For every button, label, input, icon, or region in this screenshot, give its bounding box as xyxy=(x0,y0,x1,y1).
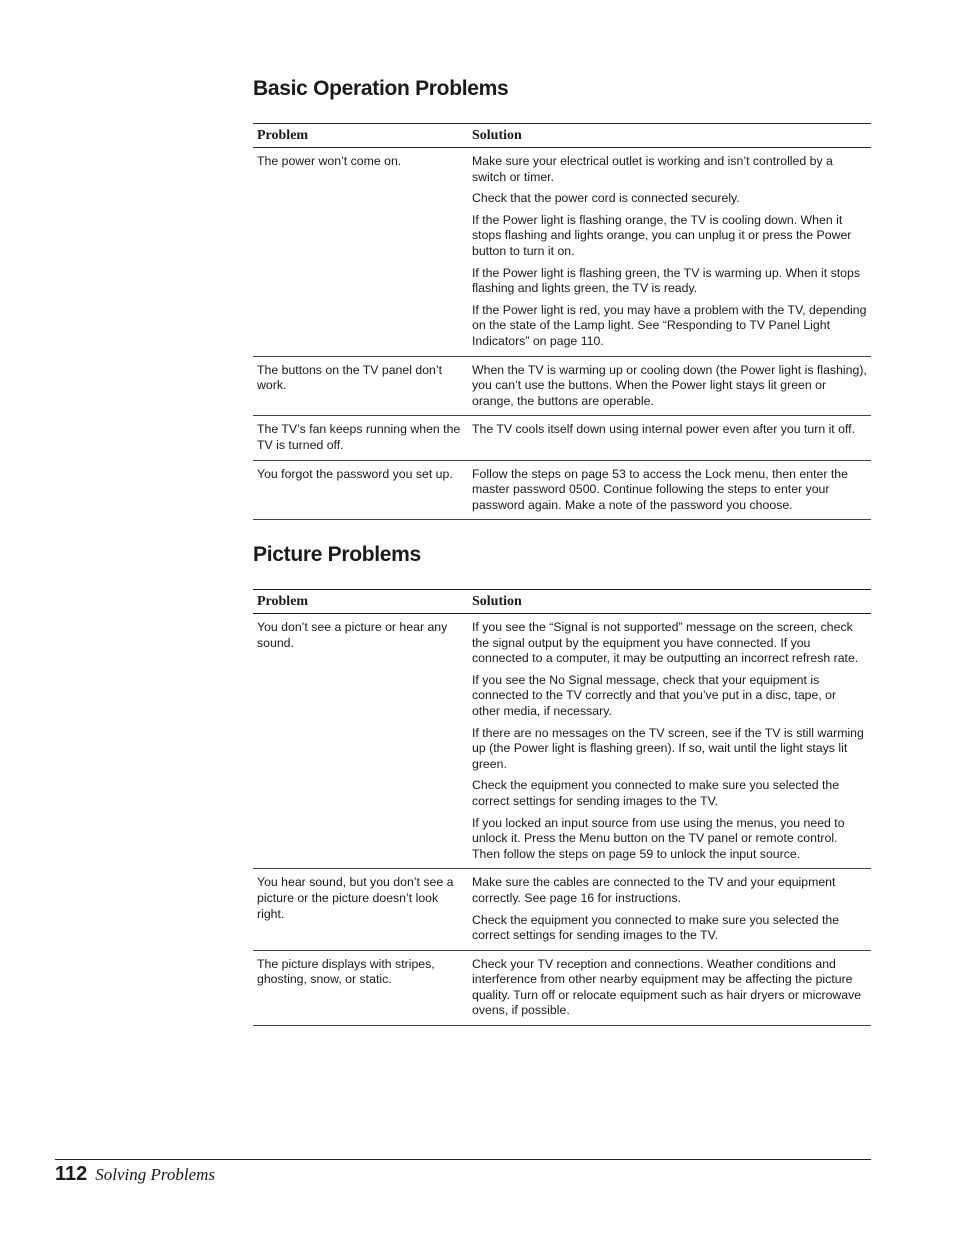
table-header-row xyxy=(253,590,871,614)
problem-cell: The buttons on the TV panel don’t work. xyxy=(253,356,468,416)
column-header-solution: Solution xyxy=(468,124,871,148)
table-row xyxy=(253,460,871,520)
footer-divider xyxy=(55,1159,871,1160)
solution-cell xyxy=(468,148,871,357)
problem-cell: You don’t see a picture or hear any sound. xyxy=(253,614,468,869)
solution-paragraph: Check the equipment you connected to make sure you selected the correct settings for sending images to the TV. xyxy=(472,778,840,808)
solution-cell xyxy=(468,950,871,1025)
problem-cell: You forgot the password you set up. xyxy=(253,460,468,520)
table-row xyxy=(253,869,871,950)
problem-cell: The picture displays with stripes, ghosting, snow, or static. xyxy=(253,950,468,1025)
column-header-problem: Problem xyxy=(253,590,468,614)
problem-cell: The TV’s fan keeps running when the TV is turned off. xyxy=(253,416,468,460)
solution-paragraph: If you locked an input source from use using the menus, you need to unlock it. Press the Menu button on the TV panel or remote control. Then follow the steps on page 59 to unlock the input source. xyxy=(472,815,845,861)
solution-cell xyxy=(468,614,871,869)
solution-paragraph: If the Power light is red, you may have a problem with the TV, depending on the state of the Lamp light. See “Responding to TV Panel Light Indicators” on page 110. xyxy=(472,302,867,348)
solution-cell xyxy=(468,356,871,416)
table-row xyxy=(253,356,871,416)
table-row xyxy=(253,148,871,357)
solution-paragraph: If the Power light is flashing orange, the TV is cooling down. When it stops flashing and lights orange, you can unplug it or press the Power button to turn it on. xyxy=(472,212,852,258)
column-header-problem: Problem xyxy=(253,124,468,148)
table-row xyxy=(253,950,871,1025)
page-footer xyxy=(55,1163,215,1186)
solution-paragraph: Make sure your electrical outlet is working and isn’t controlled by a switch or timer. xyxy=(472,154,833,184)
solution-paragraph: If the Power light is flashing green, the TV is warming up. When it stops flashing and lights green, the TV is ready. xyxy=(472,265,860,296)
problems-table xyxy=(253,589,871,1026)
solution-paragraph: When the TV is warming up or cooling down (the Power light is flashing), you can’t use the buttons. When the Power light stays lit green or orange, the buttons are operable. xyxy=(472,362,867,408)
solution-paragraph: Follow the steps on page 53 to access the Lock menu, then enter the master password 0500. Continue following the steps to enter your password again. Make a note of the password you choose. xyxy=(472,466,848,512)
section-picture-problems xyxy=(253,543,871,1026)
solution-paragraph: Make sure the cables are connected to the TV and your equipment correctly. See page 16 for instructions. xyxy=(472,875,836,905)
solution-paragraph: If you see the “Signal is not supported” message on the screen, check the signal output by the equipment you have connected. If you connected to a computer, it may be outputting an incorrect refresh rate. xyxy=(472,620,859,666)
table-row xyxy=(253,614,871,869)
table-header-row xyxy=(253,124,871,148)
section-title: Basic Operation Problems xyxy=(253,77,509,100)
solution-cell xyxy=(468,416,871,460)
solution-paragraph: If there are no messages on the TV screen, see if the TV is still warming up (the Power light is flashing green). If so, wait until the light stays lit green. xyxy=(472,725,864,771)
section-basic-operation xyxy=(253,77,871,520)
page-number: 112 xyxy=(55,1163,88,1185)
solution-cell xyxy=(468,869,871,950)
problem-cell: The power won’t come on. xyxy=(253,148,468,357)
chapter-title: Solving Problems xyxy=(95,1165,216,1184)
solution-paragraph: The TV cools itself down using internal power even after you turn it off. xyxy=(472,422,856,437)
section-title: Picture Problems xyxy=(253,543,421,566)
problem-cell: You hear sound, but you don’t see a picture or the picture doesn’t look right. xyxy=(253,869,468,950)
solution-paragraph: Check that the power cord is connected securely. xyxy=(472,191,740,206)
solution-paragraph: Check your TV reception and connections. Weather conditions and interference from other nearby equipment may be affecting the picture quality. Turn off or relocate equipment such as hair dryers or microwave ovens, if possible. xyxy=(472,956,862,1018)
solution-paragraph: Check the equipment you connected to make sure you selected the correct settings for sending images to the TV. xyxy=(472,912,840,943)
solution-paragraph: If you see the No Signal message, check that your equipment is connected to the TV correctly and that you’ve put in a disc, tape, or other media, if necessary. xyxy=(472,672,837,718)
solution-cell xyxy=(468,460,871,520)
problems-table xyxy=(253,123,871,520)
table-row xyxy=(253,416,871,460)
column-header-solution: Solution xyxy=(468,590,871,614)
